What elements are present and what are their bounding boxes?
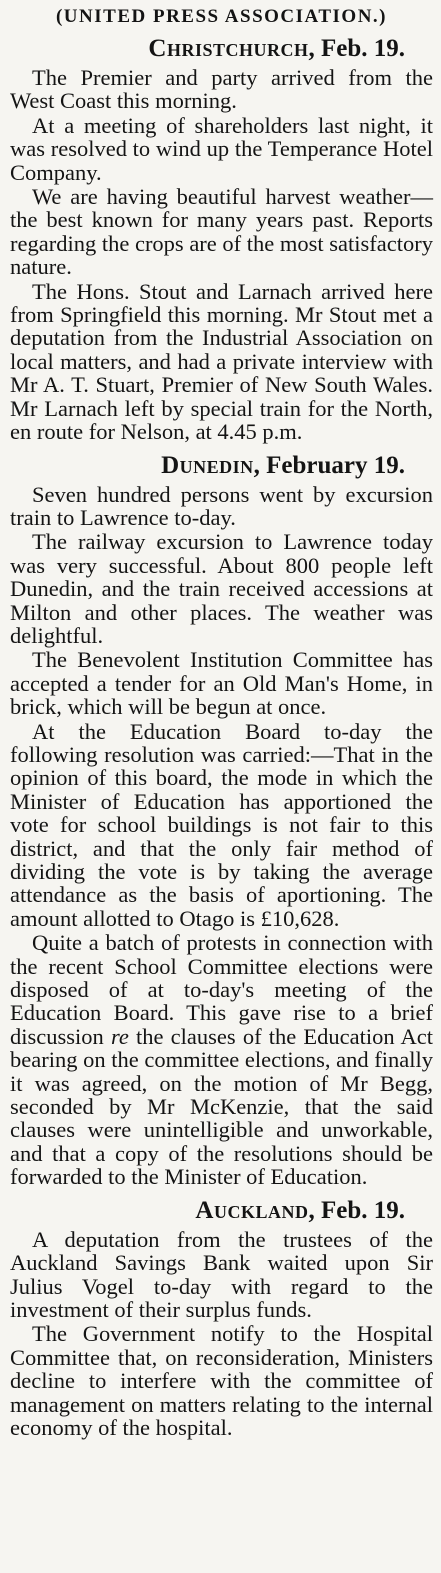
- paragraph: The Government notify to the Hospital Committee that, on reconsideration, Ministers decline to interfere with the committee of management on matters relating to the internal economy of the hospital.: [10, 1321, 433, 1440]
- paragraph: We are having beautiful harvest weather—the best known for many years past. Reports regarding the crops are of the most satisfactory nature.: [10, 184, 433, 280]
- dateline-dunedin: Dunedin, February 19.: [161, 451, 405, 479]
- dateline-place: Auckland: [195, 1196, 309, 1224]
- italic-re: re: [110, 1023, 129, 1049]
- paragraph: The Hons. Stout and Larnach arrived here from Springfield this morning. Mr Stout met a deputation from the Industrial Association on local matters, and had a private interview with Mr A. T. Stuart, Premier of New South Wales. Mr Larnach left by special train for the North, en route for Nelson, at 4.45 p.m.: [10, 278, 433, 445]
- paragraph: Seven hundred persons went by excursion train to Lawrence to-day.: [10, 481, 433, 530]
- dateline-date: February 19.: [266, 451, 405, 479]
- paragraph: At a meeting of shareholders last night, it was resolved to wind up the Temperance Hotel Company.: [10, 112, 433, 185]
- paragraph: At the Education Board to-day the following resolution was carried:—That in the opinion of this board, the mode in which the Minister of Education has apportioned the vote for school buildings is not fair to this district, and that the only fair method of dividing the vote is by taking the average attendance as the basis of aportioning. The amount allotted to Otago is £10,628.: [10, 718, 433, 931]
- dateline-christchurch: Christchurch, Feb. 19.: [148, 35, 405, 62]
- dateline-date: Feb. 19.: [320, 35, 405, 62]
- section-auckland: [10, 1194, 433, 1440]
- dateline-date: Feb. 19.: [320, 1196, 405, 1224]
- dateline-place: Christchurch: [148, 35, 309, 62]
- paragraph: A deputation from the trustees of the Auckland Savings Bank waited upon Sir Julius Vogel to-day with regard to the investment of their surplus funds.: [10, 1226, 433, 1322]
- paragraph-re-clauses: Quite a batch of protests in connection with the recent School Committee elections were disposed of at to-day's meeting of the Education Board. This gave rise to a brief discussion re the clauses of the Education Act bearing on the committee elections, and finally it was agreed, on the motion of Mr Begg, seconded by Mr McKenzie, that the said clauses were unintelligible and unworkable, and that a copy of the resolutions should be forwarded to the Minister of Education.: [10, 930, 434, 1190]
- dateline-place: Dunedin: [161, 451, 254, 479]
- paragraph: The Benevolent Institution Committee has accepted a tender for an Old Man's Home, in brick, which will be begun at once.: [10, 647, 433, 720]
- section-dunedin: [10, 449, 433, 1189]
- paragraph: The railway excursion to Lawrence today was very successful. About 800 people left Dunedin, and the train received accessions at Milton and other places. The weather was delightful.: [10, 529, 433, 648]
- agency-heading: (UNITED PRESS ASSOCIATION.): [55, 6, 388, 27]
- section-christchurch: [10, 32, 433, 444]
- dateline-auckland: Auckland, Feb. 19.: [195, 1196, 405, 1224]
- paragraph: The Premier and party arrived from the West Coast this morning.: [10, 65, 433, 114]
